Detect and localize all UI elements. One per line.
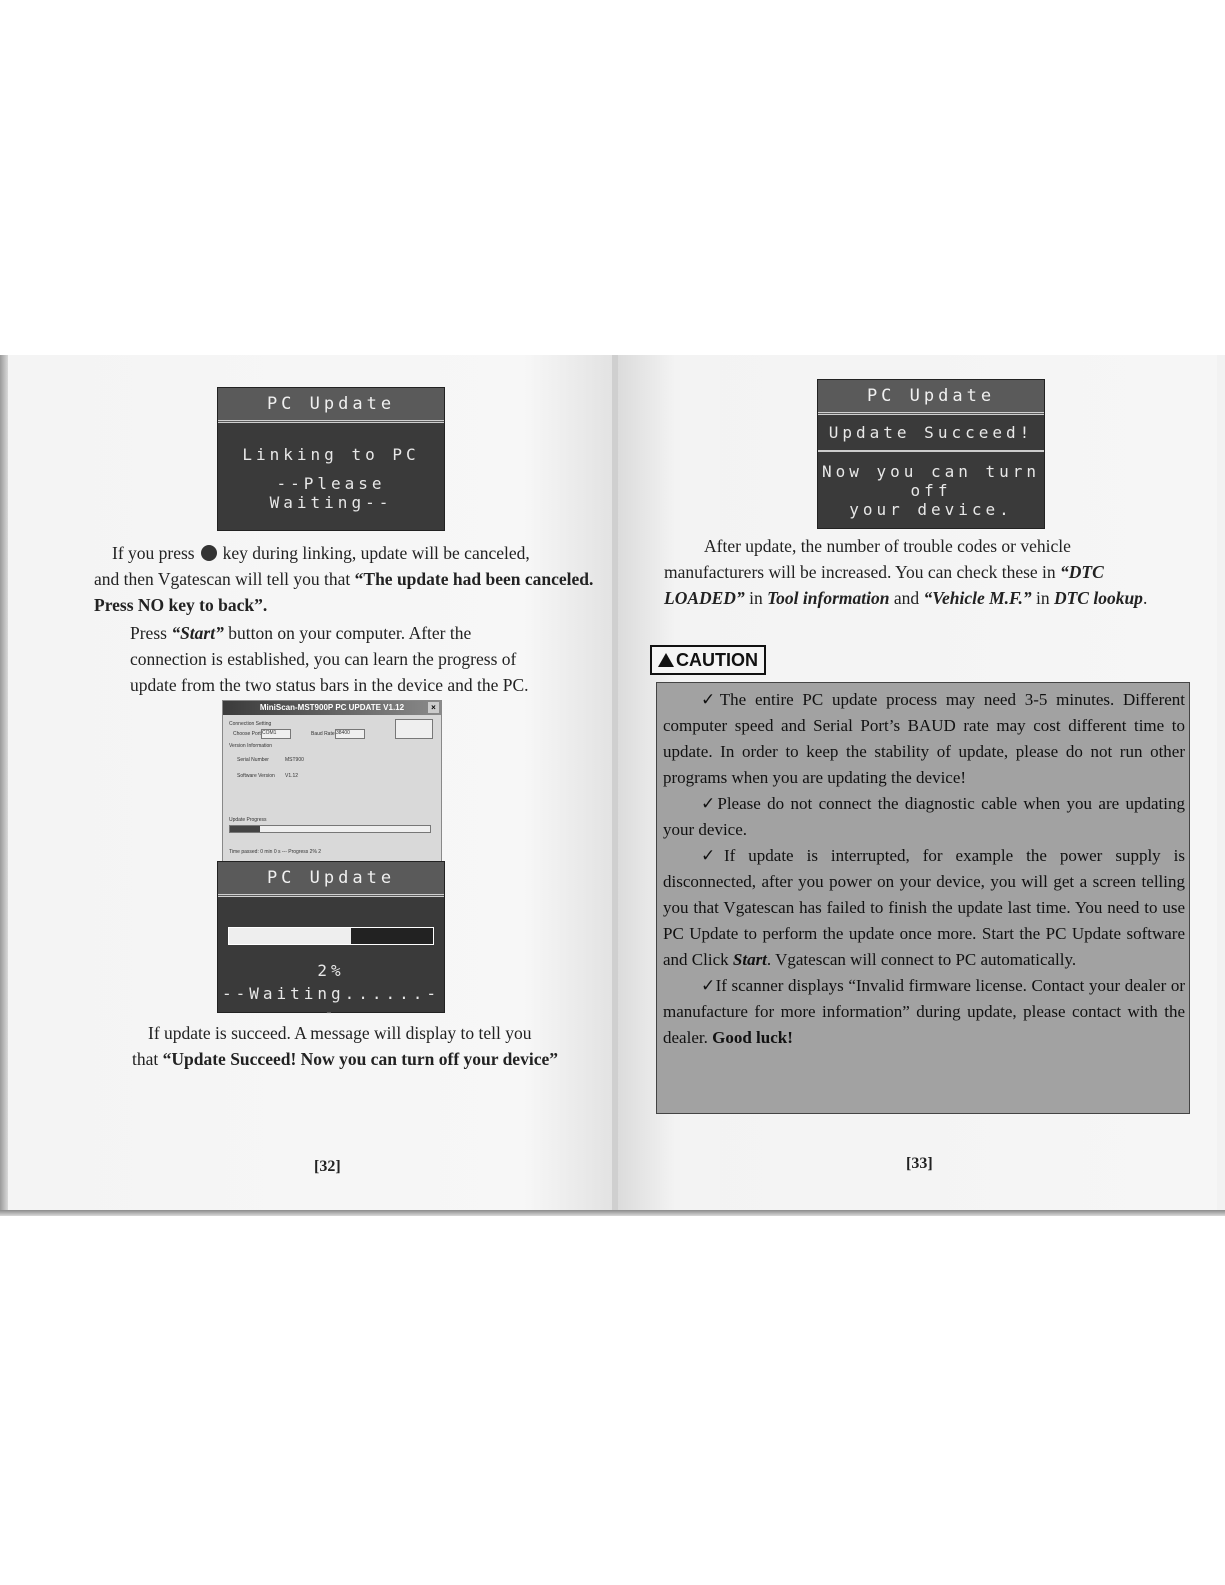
emphasis: “DTC LOADED” [664, 562, 1104, 608]
emphasis: Start [732, 950, 767, 969]
baud-label: Baud Rate [311, 731, 335, 737]
pc-update-window [222, 700, 442, 862]
text: manufacturers will be increased. You can check these in [664, 562, 1056, 582]
caution-box [656, 682, 1190, 1114]
status-line: Time passed: 0 min 0 s --- Progress 2% 2 [229, 849, 322, 855]
check-icon: ✓ [701, 690, 720, 710]
bold-text: “Update Succeed! Now you can turn off your device” [162, 1049, 558, 1069]
lcd-divider [818, 450, 1044, 452]
text: update from the two status bars in the device and the PC. [130, 675, 529, 695]
version-label: Version Information [229, 743, 273, 749]
pc-progress-fill [230, 826, 260, 832]
text: in [1035, 588, 1050, 608]
device-progress-fill [351, 928, 433, 944]
lcd-title: PC Update [218, 388, 444, 423]
lcd-title: PC Update [818, 380, 1044, 415]
text: connection is established, you can learn the progress of [130, 649, 517, 669]
caution-label [650, 645, 766, 675]
lcd-screen-succeed [818, 380, 1044, 528]
caution-bullet [663, 973, 1185, 1051]
text: If you press [112, 543, 195, 563]
paragraph-start [130, 620, 580, 698]
emphasis: DTC lookup [1053, 588, 1143, 608]
bold-text: “The update had been canceled. Press NO key to back”. [94, 569, 594, 615]
bold-text: Good luck! [712, 1028, 793, 1047]
baud-select[interactable]: 38400 [335, 729, 365, 739]
bullet-text: If scanner displays “Invalid firmware license. Contact your dealer or manufacture for more information” during update, please contact with the dealer. [663, 976, 1186, 1047]
text: that [132, 1049, 159, 1069]
lcd-screen-waiting [218, 862, 444, 1022]
pc-progress-bar [229, 825, 431, 833]
lcd-line: Update Succeed! [828, 423, 1034, 442]
paragraph-cancel [112, 540, 592, 566]
bullet-text: Please do not connect the diagnostic cable when you are updating your device. [663, 794, 1185, 839]
page-number-left: [32] [314, 1158, 341, 1175]
text: key during linking, update will be canceled, [222, 543, 530, 563]
bullet-text: The entire PC update process may need 3-5 minutes. Different computer speed and Serial Port’s BAUD rate may cost different time to update. In order to keep the stability of update, please do not run other programs when you are updating the device! [663, 690, 1185, 787]
text: After update, the number of trouble codes or vehicle [704, 536, 1071, 556]
emphasis: “Start” [171, 623, 224, 643]
bullet-text: . Vgatescan will connect to PC automatically. [766, 950, 1077, 969]
lcd-line: Linking to PC [242, 445, 420, 464]
caution-bullet [663, 687, 1185, 791]
lcd-percent: 2% [317, 961, 345, 980]
book-bottom-edge [0, 1210, 1225, 1216]
caution-text: CAUTION [676, 650, 758, 670]
window-title-text: MiniScan-MST900P PC UPDATE V1.12 [259, 703, 405, 712]
caution-bullet [663, 843, 1185, 973]
lcd-line: --Please Waiting-- [269, 474, 393, 512]
serial-value: MST900 [285, 757, 304, 763]
paragraph-cancel-2 [94, 566, 594, 618]
device-progress-bar [228, 927, 434, 945]
warning-triangle-icon [658, 653, 674, 667]
check-icon: ✓ [701, 794, 718, 814]
connection-label: Connection Setting [229, 721, 272, 727]
lcd-line: your device. [849, 500, 1013, 519]
paragraph-after-update: After update, the number of trouble codes or vehicle manufacturers will be increased. You can check these in “DTC LOADED” in Tool information and “Vehicle M.F.” in DTC lookup. [664, 536, 1148, 608]
text: button on your computer. After the [228, 623, 472, 643]
software-value: V1.12 [285, 773, 299, 779]
software-label: Software Version [237, 773, 275, 779]
caution-bullet [663, 791, 1185, 843]
lcd-title: PC Update [218, 862, 444, 897]
progress-label: Update Progress [229, 817, 267, 823]
paragraph-succeed [132, 1020, 592, 1072]
text: and [893, 588, 920, 608]
lcd-line: Now you can turn off [821, 462, 1041, 500]
check-icon: ✓ [701, 976, 716, 996]
window-title [223, 701, 441, 715]
serial-label: Serial Number [237, 757, 269, 763]
check-icon: ✓ [701, 846, 724, 866]
lcd-screen-linking [218, 388, 444, 530]
text: Press [130, 623, 167, 643]
text: and then Vgatescan will tell you that [94, 569, 351, 589]
emphasis: “Vehicle M.F.” [923, 588, 1032, 608]
book-gutter [612, 355, 618, 1215]
start-button[interactable] [395, 719, 433, 739]
bullet-text: If update is interrupted, for example the power supply is disconnected, after you power on your device, you will get a screen telling you that Vgatescan has failed to finish the update last time. You need to use PC Update to perform the update once more. Start the PC Update software and Click [663, 846, 1185, 969]
close-icon[interactable]: × [428, 702, 439, 713]
port-select[interactable]: COM1 [261, 729, 291, 739]
emphasis: Tool information [767, 588, 890, 608]
caution-content [663, 687, 1185, 1051]
lcd-line: --Waiting......-- [221, 984, 441, 1022]
text: If update is succeed. A message will display to tell you [148, 1023, 532, 1043]
text: in [749, 588, 763, 608]
port-label: Choose Port [233, 731, 261, 737]
page-number-right: [33] [906, 1155, 933, 1172]
no-key-icon [201, 545, 217, 561]
